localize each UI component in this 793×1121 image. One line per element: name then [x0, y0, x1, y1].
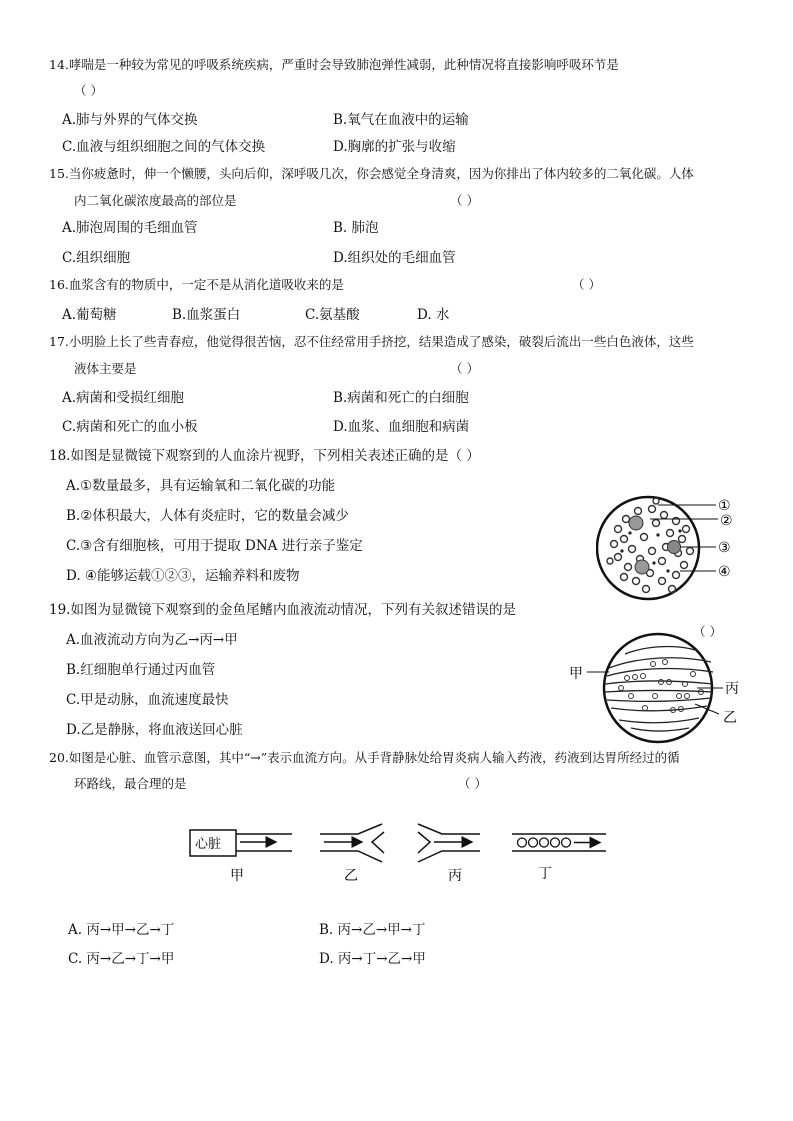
- q16-answer-blank: （ ）: [572, 277, 601, 292]
- label-ding: 丁: [538, 866, 552, 882]
- q19-option-b: B.红细胞单行通过丙血管: [66, 662, 216, 678]
- q19-option-a: A.血液流动方向为乙→丙→甲: [66, 632, 238, 648]
- label-2: ②: [720, 513, 733, 529]
- goldfish-tail-figure: [565, 632, 745, 744]
- q20-option-d: D. 丙→丁→乙→甲: [319, 951, 426, 967]
- q19-option-c: C.甲是动脉，血流速度最快: [66, 692, 229, 708]
- q16-option-a: A.葡萄糖: [62, 307, 117, 323]
- q15-option-b: B. 肺泡: [333, 220, 379, 236]
- q15-option-c: C.组织细胞: [62, 250, 131, 266]
- q14-stem: 14.哮喘是一种较为常见的呼吸系统疾病，严重时会导致肺泡弹性减弱，此种情况将直接影响呼吸环节是: [49, 57, 619, 72]
- q18-option-c: C.③含有细胞核，可用于提取 DNA 进行亲子鉴定: [66, 538, 363, 554]
- blood-smear-figure: [596, 489, 746, 607]
- q16-option-b: B.血浆蛋白: [172, 307, 241, 323]
- q16-stem: 16.血浆含有的物质中，一定不是从消化道吸收来的是: [49, 277, 344, 292]
- q14-option-d: D.胸廓的扩张与收缩: [333, 139, 456, 155]
- q17-stem-line1: 17.小明脸上长了些青春痘，他觉得很苦恼，忍不住经常用手挤挖，结果造成了感染，破裂后流出一些白色液体，这些: [49, 334, 694, 349]
- q18-option-d: D. ④能够运载①②③，运输养料和废物: [66, 568, 300, 584]
- q17-option-a: A.病菌和受损红细胞: [62, 390, 185, 406]
- q14-option-a: A.肺与外界的气体交换: [62, 112, 198, 128]
- label-bing: 丙: [448, 868, 462, 884]
- q16-option-d: D. 水: [417, 307, 450, 323]
- label-jia: 甲: [230, 868, 244, 884]
- label-1: ①: [718, 498, 731, 514]
- q20-option-c: C. 丙→乙→丁→甲: [68, 951, 175, 967]
- label-yi: 乙: [344, 868, 358, 884]
- q15-option-d: D.组织处的毛细血管: [333, 250, 456, 266]
- label-jia: 甲: [569, 666, 583, 682]
- q18-option-b: B.②体积最大，人体有炎症时，它的数量会减少: [66, 508, 349, 524]
- q17-option-b: B.病菌和死亡的白细胞: [333, 390, 469, 406]
- label-3: ③: [718, 540, 731, 556]
- q15-answer-blank: （ ）: [450, 193, 479, 208]
- q20-stem-line1: 20.如图是心脏、血管示意图，其中“→”表示血流方向。从手背静脉处给胃炎病人输入药液，药液到达胃所经过的循: [49, 750, 680, 765]
- q19-option-d: D.乙是静脉，将血液送回心脏: [66, 722, 243, 738]
- label-4: ④: [718, 564, 731, 580]
- q14-answer-blank: （ ）: [74, 83, 103, 98]
- vessel-ding: [512, 834, 606, 882]
- q17-option-c: C.病菌和死亡的血小板: [62, 419, 198, 435]
- vessel-yi: [320, 824, 384, 884]
- q17-option-d: D.血浆、血细胞和病菌: [333, 419, 470, 435]
- label-yi: 乙: [723, 710, 737, 726]
- label-bing: 丙: [725, 681, 739, 697]
- q20-stem-line2: 环路线，最合理的是: [74, 776, 187, 791]
- q18-option-a: A.①数量最多，具有运输氧和二氧化碳的功能: [66, 478, 336, 494]
- q18-stem: 18.如图是显微镜下观察到的人血涂片视野，下列相关表述正确的是（ ）: [49, 448, 480, 464]
- vessel-bing: [418, 824, 480, 884]
- heart-label: 心脏: [195, 837, 222, 852]
- q14-option-b: B.氧气在血液中的运输: [333, 112, 469, 128]
- q20-answer-blank: （ ）: [458, 776, 487, 791]
- heart-vessel-diagram: [186, 820, 616, 890]
- q15-option-a: A.肺泡周围的毛细血管: [62, 220, 198, 236]
- vessel-jia: [190, 830, 292, 884]
- q16-option-c: C.氨基酸: [305, 307, 360, 323]
- q19-answer-blank: （ ）: [693, 624, 722, 639]
- q20-option-a: A. 丙→甲→乙→丁: [68, 922, 175, 938]
- q15-stem-line1: 15.当你疲惫时，伸一个懒腰，头向后仰，深呼吸几次，你会感觉全身清爽，因为你排出了体内较多的二氧化碳。人体: [49, 166, 694, 181]
- q17-answer-blank: （ ）: [450, 361, 479, 376]
- q14-option-c: C.血液与组织细胞之间的气体交换: [62, 139, 266, 155]
- q17-stem-line2: 液体主要是: [74, 361, 137, 376]
- q19-stem: 19.如图为显微镜下观察到的金鱼尾鳍内血液流动情况，下列有关叙述错误的是: [49, 602, 516, 618]
- q15-stem-line2: 内二氧化碳浓度最高的部位是: [74, 193, 237, 208]
- q20-option-b: B. 丙→乙→甲→丁: [319, 922, 426, 938]
